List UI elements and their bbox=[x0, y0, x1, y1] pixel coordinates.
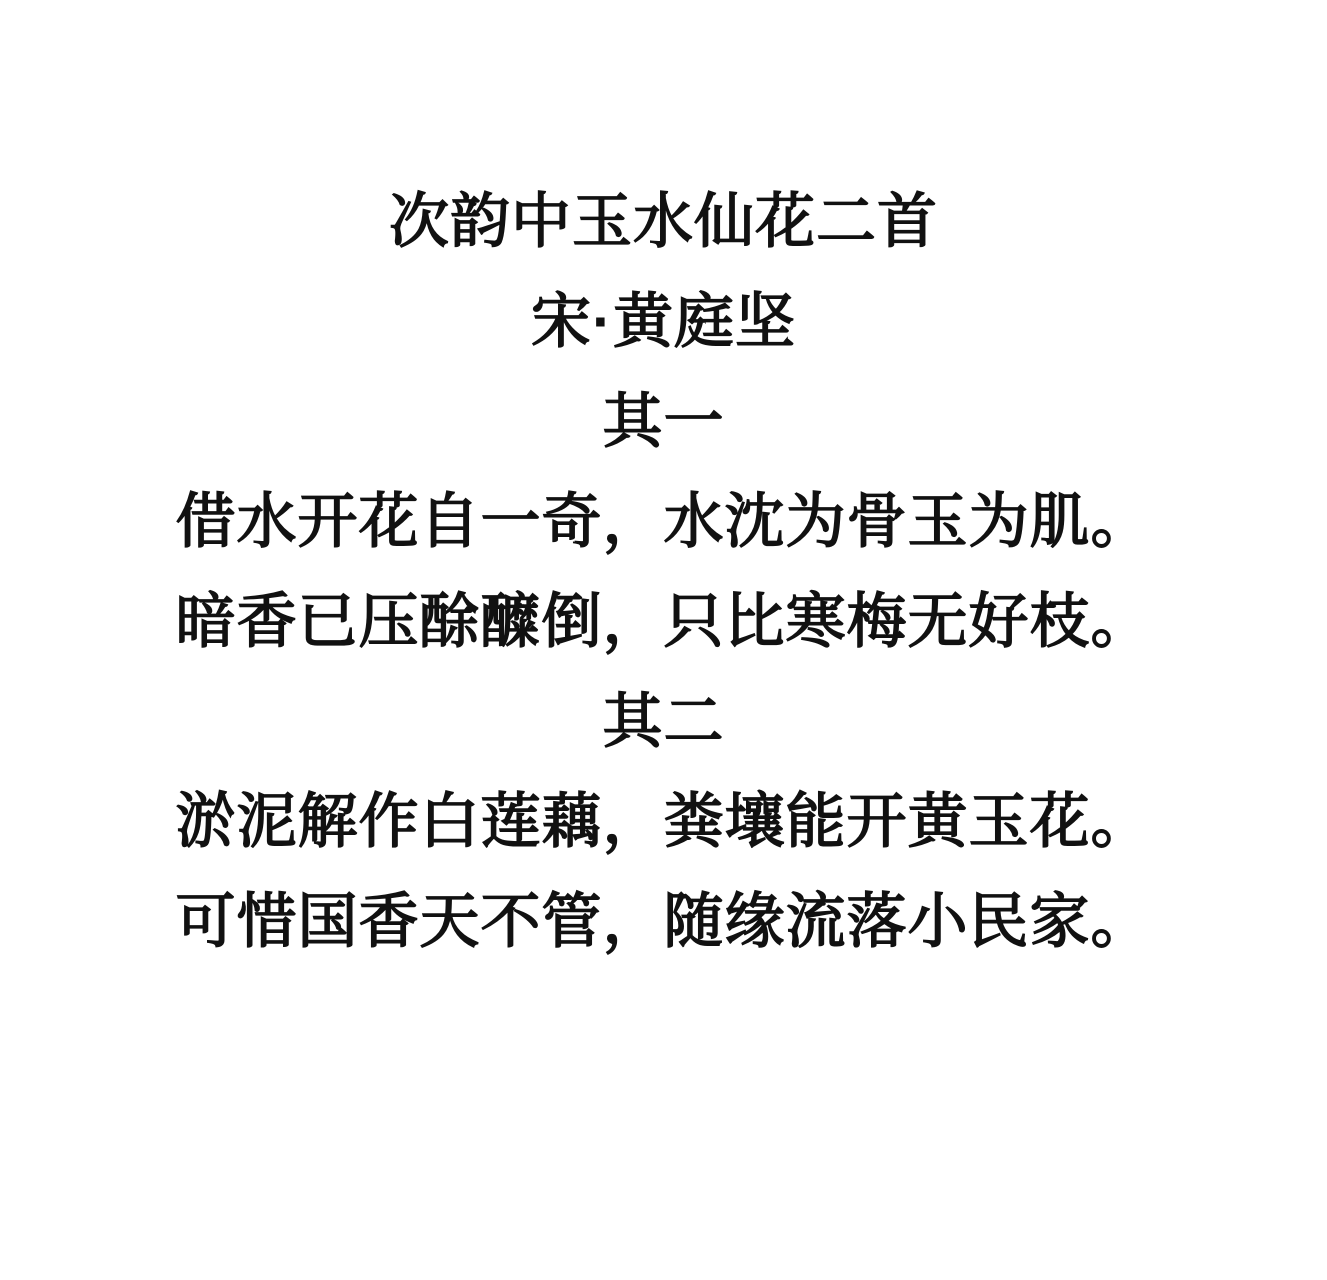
poem-line-1-2: 暗香已压酴醾倒，只比寒梅无好枝。 bbox=[175, 588, 1152, 655]
poem-author: 宋·黄庭坚 bbox=[531, 288, 796, 355]
poem-line-2-1: 淤泥解作白莲藕，粪壤能开黄玉花。 bbox=[175, 788, 1152, 855]
poem-line-1-1: 借水开花自一奇，水沈为骨玉为肌。 bbox=[175, 488, 1152, 555]
poem-title: 次韵中玉水仙花二首 bbox=[389, 188, 938, 255]
section-heading-1: 其一 bbox=[602, 388, 725, 455]
poem-line-2-2: 可惜国香天不管，随缘流落小民家。 bbox=[175, 888, 1152, 955]
section-heading-2: 其二 bbox=[602, 688, 725, 755]
